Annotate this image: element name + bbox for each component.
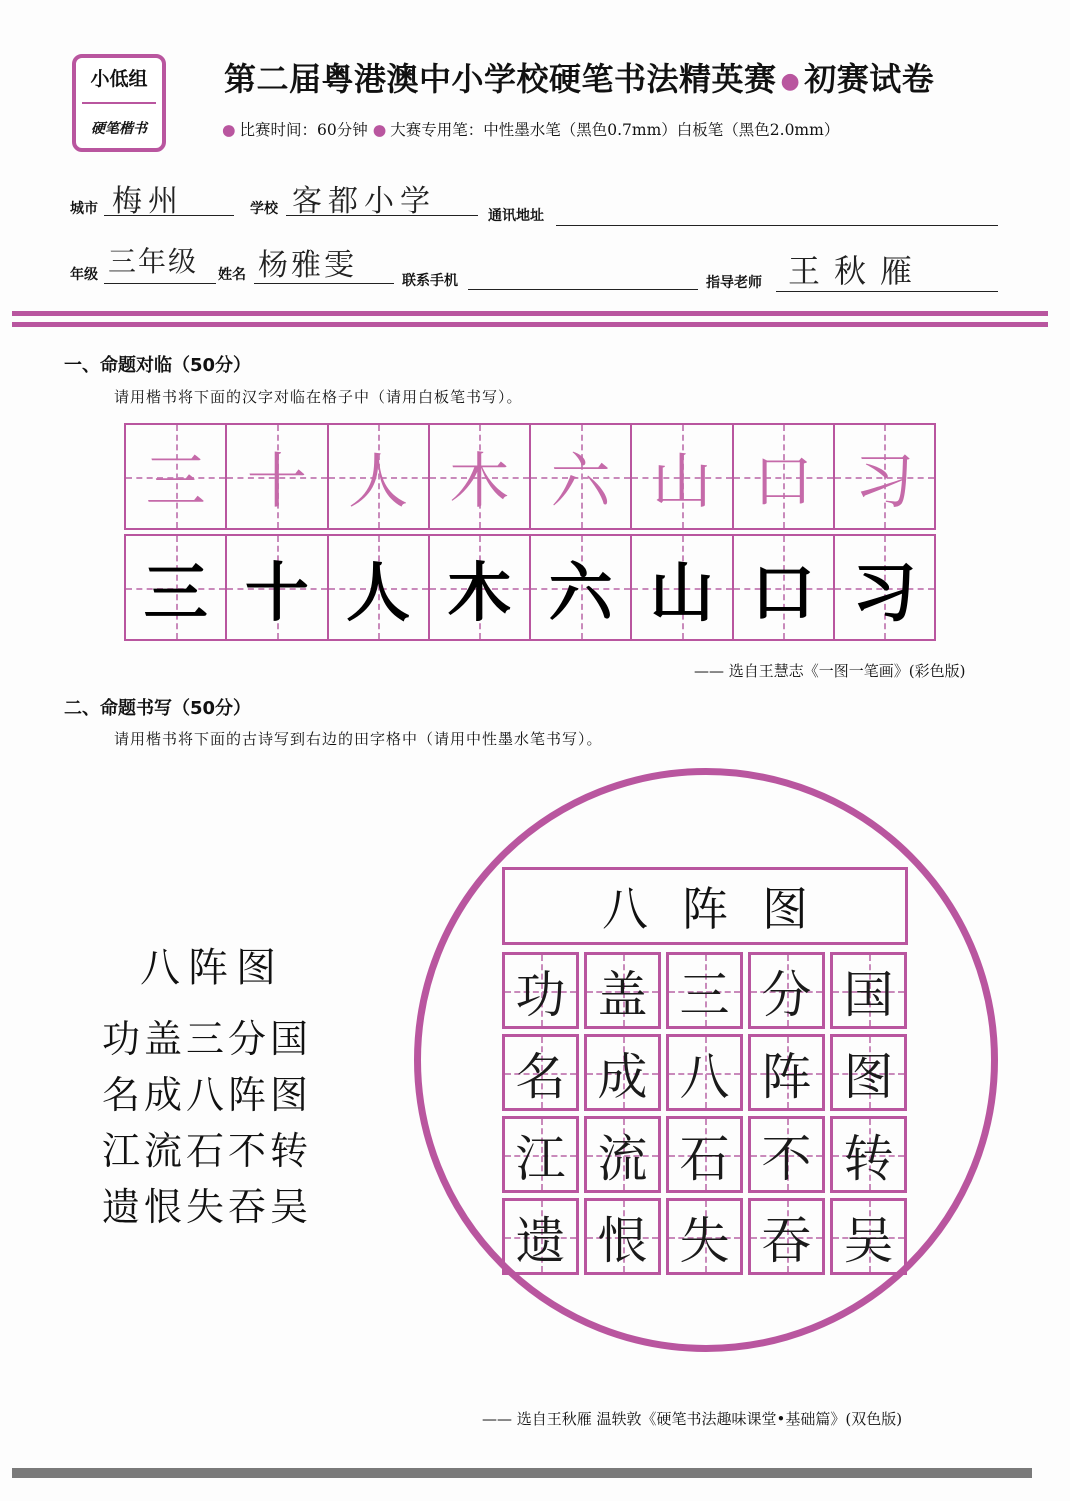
copy-char: 木 (447, 556, 512, 631)
model-char: 木 (449, 446, 510, 517)
copy-cell[interactable] (734, 536, 835, 639)
page-title (224, 54, 934, 100)
model-grid (124, 423, 936, 530)
model-cell (329, 425, 430, 528)
address-field[interactable] (556, 188, 998, 226)
copy-cell[interactable] (430, 536, 531, 639)
written-char: 不 (761, 1129, 812, 1188)
school-value: 客都小学 (292, 184, 436, 219)
header-divider-top (12, 311, 1048, 316)
poem-line: 遗恨失吞吴 (102, 1185, 313, 1229)
tianzige-cell[interactable] (666, 1198, 743, 1275)
phone-field[interactable] (468, 252, 698, 290)
model-cell (734, 425, 835, 528)
header-divider-bottom (12, 322, 1048, 327)
phone-label: 联系手机 (402, 273, 458, 289)
model-char: 人 (348, 446, 409, 517)
copy-cell[interactable] (531, 536, 632, 639)
school-label: 学校 (250, 201, 278, 217)
copy-char: 口 (751, 556, 816, 631)
written-char: 转 (843, 1129, 894, 1188)
written-char: 吞 (761, 1211, 812, 1270)
bullet-icon: ● (222, 121, 236, 139)
copy-char: 山 (649, 556, 714, 631)
tianzige-cell[interactable] (502, 1198, 579, 1275)
section1-title: 一、命题对临（50分） (64, 355, 252, 376)
written-char: 江 (515, 1129, 566, 1188)
tianzige-cell[interactable] (748, 1116, 825, 1193)
copy-cell[interactable] (227, 536, 328, 639)
tianzige-cell[interactable] (748, 1198, 825, 1275)
model-cell (531, 425, 632, 528)
tianzige-cell[interactable] (830, 1198, 907, 1275)
tianzige-cell[interactable] (584, 952, 661, 1029)
model-char: 习 (854, 446, 915, 517)
badge-style: 硬笔楷书 (91, 121, 147, 137)
section2-instruction: 请用楷书将下面的古诗写到右边的田字格中（请用中性墨水笔书写）。 (114, 730, 603, 748)
model-char: 六 (550, 446, 611, 517)
title-dot-icon: ● (780, 68, 801, 94)
tianzige-cell[interactable] (502, 1116, 579, 1193)
city-value: 梅州 (112, 184, 184, 219)
city-label: 城市 (70, 201, 98, 217)
copy-cell[interactable] (329, 536, 430, 639)
bottom-bar (12, 1468, 1032, 1478)
written-char: 三 (679, 965, 730, 1024)
bullet-icon: ● (372, 121, 387, 139)
name-value: 杨雅雯 (258, 248, 357, 283)
poem-line: 功盖三分国 (102, 1017, 313, 1061)
section1-source: —— 选自王慧志《一图一笔画》(彩色版) (694, 662, 966, 680)
tianzige-cell[interactable] (830, 952, 907, 1029)
name-label: 姓名 (218, 267, 246, 283)
model-cell (126, 425, 227, 528)
copy-cell[interactable] (632, 536, 733, 639)
copy-char: 习 (852, 556, 917, 631)
written-char: 石 (679, 1129, 730, 1188)
written-char: 功 (515, 965, 566, 1024)
copy-char: 六 (548, 556, 613, 631)
written-char: 失 (679, 1211, 730, 1270)
poem-line: 名成八阵图 (102, 1073, 313, 1117)
written-char: 成 (597, 1047, 648, 1106)
model-char: 口 (753, 446, 814, 517)
written-char: 国 (843, 965, 894, 1024)
tianzige-cell[interactable] (830, 1116, 907, 1193)
copy-cell[interactable] (835, 536, 934, 639)
exam-pens: 大赛专用笔：中性墨水笔（黑色0.7mm）白板笔（黑色2.0mm） (390, 121, 840, 139)
copy-grid[interactable] (124, 534, 936, 641)
copy-cell[interactable] (126, 536, 227, 639)
exam-time: 比赛时间：60分钟 (239, 121, 368, 139)
model-cell (227, 425, 328, 528)
copy-char: 人 (346, 556, 411, 631)
written-char: 八 (679, 1047, 730, 1106)
category-badge (72, 54, 166, 152)
written-char: 图 (843, 1047, 894, 1106)
tianzige-cell[interactable] (584, 1034, 661, 1111)
grade-label: 年级 (70, 267, 98, 283)
model-char: 十 (246, 446, 307, 517)
tianzige-cell[interactable] (584, 1116, 661, 1193)
written-title: 八阵图 (602, 882, 842, 936)
written-char: 恨 (597, 1211, 648, 1270)
tianzige-cell[interactable] (666, 952, 743, 1029)
section1-instruction: 请用楷书将下面的汉字对临在格子中（请用白板笔书写）。 (114, 388, 523, 406)
written-char: 吴 (843, 1211, 894, 1270)
model-char: 山 (651, 446, 712, 517)
poem-title: 八阵图 (140, 945, 284, 991)
title-main: 第二届粤港澳中小学校硬笔书法精英赛 (224, 60, 777, 98)
address-label: 通讯地址 (488, 208, 544, 224)
tianzige-cell[interactable] (830, 1034, 907, 1111)
exam-info (222, 118, 839, 140)
written-char: 名 (515, 1047, 566, 1106)
section2-title: 二、命题书写（50分） (64, 698, 252, 719)
badge-category: 小低组 (90, 68, 148, 90)
written-char: 分 (761, 965, 812, 1024)
written-char: 盖 (597, 965, 648, 1024)
teacher-label: 指导老师 (706, 275, 762, 291)
written-char: 流 (597, 1129, 648, 1188)
tianzige-cell[interactable] (748, 952, 825, 1029)
tianzige-cell[interactable] (584, 1198, 661, 1275)
tianzige-cell[interactable] (666, 1116, 743, 1193)
tianzige-cell[interactable] (666, 1034, 743, 1111)
model-cell (430, 425, 531, 528)
written-title-box[interactable] (502, 867, 908, 945)
written-char: 阵 (761, 1047, 812, 1106)
copy-char: 十 (244, 556, 309, 631)
model-char: 三 (145, 446, 206, 517)
grade-value: 三年级 (108, 245, 199, 278)
model-cell (632, 425, 733, 528)
teacher-value: 王秋雁 (788, 252, 927, 290)
badge-divider (82, 102, 156, 104)
written-char: 遗 (515, 1211, 566, 1270)
tianzige-cell[interactable] (502, 1034, 579, 1111)
model-cell (835, 425, 934, 528)
title-suffix: 初赛试卷 (804, 60, 935, 98)
tianzige-cell[interactable] (748, 1034, 825, 1111)
poem-line: 江流石不转 (102, 1129, 313, 1173)
section2-source: —— 选自王秋雁 温轶敦《硬笔书法趣味课堂•基础篇》(双色版) (482, 1410, 903, 1428)
copy-char: 三 (143, 556, 208, 631)
tianzige-cell[interactable] (502, 952, 579, 1029)
